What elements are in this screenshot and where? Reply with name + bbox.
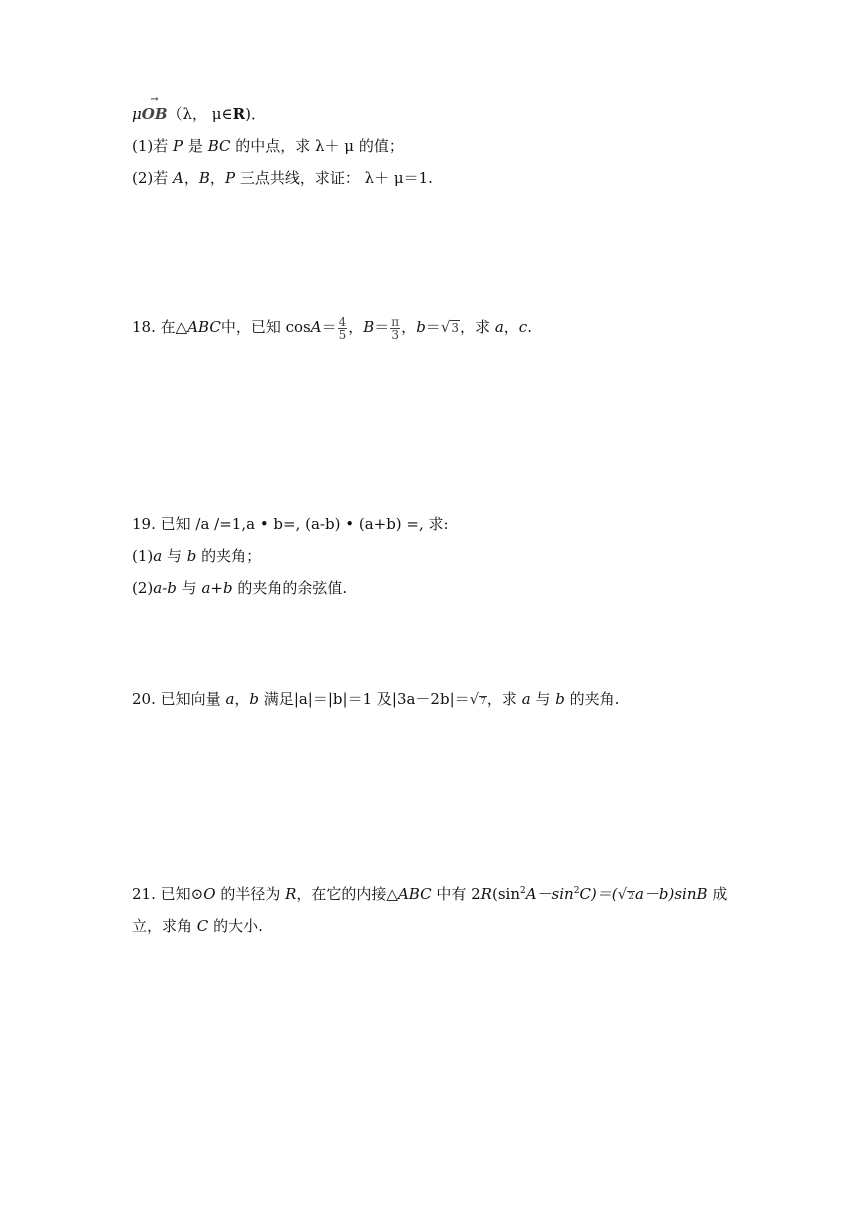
problem-21: 21. 已知⊙O 的半径为 R，在它的内接△ABC 中有 $2R(\sin^2A-\sin^2C)=(√2a-b)\sin B$ 成 <box>132 884 727 907</box>
sqrt-icon: √ <box>440 318 451 336</box>
problem-number: 21. <box>132 885 156 903</box>
mu-symbol: μ <box>132 105 142 123</box>
sqrt-7: √7 <box>469 690 486 708</box>
problem-20: 20. 已知向量 a，b 满足|a|＝|b|＝1 及|3a－2b|＝√7，求 a 与 b 的夹角. <box>132 689 619 712</box>
p21-line-2: 立，求角 C 的大小. <box>132 917 263 935</box>
p17-subquestion-2: (2)若 A，B，P 三点共线，求证： λ＋ μ＝1. <box>132 169 433 187</box>
problem-19-text: 已知 /a /=1,a • b=, (a-b) • (a+b) =, 求: <box>160 515 449 533</box>
sqrt-3: √3 <box>440 318 460 336</box>
p19-subquestion-1: (1)a 与 b 的夹角； <box>132 547 262 565</box>
problem-18: 18. 在△ABC中，已知 cosA＝ $\frac{4}{5}$ ，B＝ $\frac{\pi}{3}$ ，b＝√3，求 a，c. <box>132 314 532 342</box>
vector-ob: → OB <box>141 94 168 123</box>
problem-number: 18. <box>132 318 156 336</box>
problem-number: 20. <box>132 690 156 708</box>
fraction-pi-3: $\frac{\pi}{3}$ <box>391 314 400 342</box>
p17-subquestion-1: (1)若 P 是 BC 的中点，求 λ＋ μ 的值； <box>132 137 404 155</box>
vector-arrow-icon: → <box>150 94 159 105</box>
problem-number: 19. <box>132 515 156 533</box>
real-set-symbol: R <box>232 105 246 123</box>
fraction-4-5: $\frac{4}{5}$ <box>338 314 347 342</box>
sqrt-2: √2 <box>617 885 634 903</box>
p19-subquestion-2: (2)a-b 与 a+b 的夹角的余弦值. <box>132 579 348 597</box>
problem-19 <box>132 514 449 534</box>
sqrt-icon: √ <box>469 690 480 708</box>
sqrt-icon: √ <box>617 885 628 903</box>
p17-tail-text: （λ， μ∈ <box>167 105 233 123</box>
p17-tail-line: μ → OB（λ， μ∈R)． <box>132 94 266 123</box>
